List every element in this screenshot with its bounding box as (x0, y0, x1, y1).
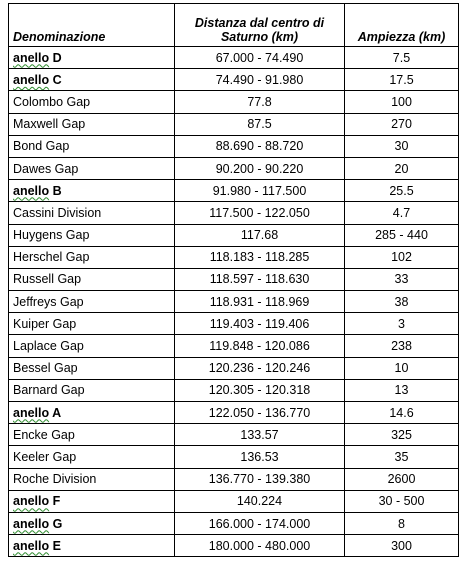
table-row (9, 402, 459, 424)
cell-width: 8 (345, 512, 459, 534)
cell-name-letter: G (49, 516, 63, 531)
table-row (9, 379, 459, 401)
cell-distance: 117.68 (175, 224, 345, 246)
cell-distance: 119.848 - 120.086 (175, 335, 345, 357)
table-row (9, 224, 459, 246)
cell-name-main: anello (13, 72, 50, 87)
cell-name-main: Encke Gap (13, 427, 75, 442)
cell-name (9, 91, 175, 113)
cell-width: 270 (345, 113, 459, 135)
cell-name (9, 379, 175, 401)
cell-width: 4.7 (345, 202, 459, 224)
cell-name-main: anello (13, 183, 50, 198)
cell-width: 17.5 (345, 69, 459, 91)
cell-name (9, 180, 175, 202)
table-row (9, 268, 459, 290)
cell-width: 3 (345, 313, 459, 335)
cell-distance: 180.000 - 480.000 (175, 535, 345, 557)
cell-name-letter: E (49, 538, 61, 553)
cell-name-main: Roche Division (13, 472, 97, 487)
cell-name (9, 268, 175, 290)
cell-distance: 118.183 - 118.285 (175, 246, 345, 268)
cell-distance: 140.224 (175, 490, 345, 512)
cell-name (9, 357, 175, 379)
cell-name (9, 246, 175, 268)
cell-name-main: Dawes Gap (13, 161, 79, 176)
cell-name (9, 424, 175, 446)
cell-distance: 136.770 - 139.380 (175, 468, 345, 490)
cell-name (9, 402, 175, 424)
cell-name-main: Herschel Gap (13, 250, 90, 265)
cell-name (9, 69, 175, 91)
cell-name-main: anello (13, 516, 50, 531)
cell-distance: 117.500 - 122.050 (175, 202, 345, 224)
cell-width: 325 (345, 424, 459, 446)
cell-name (9, 157, 175, 179)
cell-width: 30 - 500 (345, 490, 459, 512)
table-row (9, 468, 459, 490)
cell-name-main: Laplace Gap (13, 339, 84, 354)
cell-width: 100 (345, 91, 459, 113)
cell-name-main: Jeffreys Gap (13, 294, 84, 309)
table-row (9, 47, 459, 69)
cell-name-main: Huygens Gap (13, 228, 90, 243)
cell-width: 300 (345, 535, 459, 557)
cell-name-letter: B (49, 183, 62, 198)
table-row (9, 512, 459, 534)
cell-distance: 74.490 - 91.980 (175, 69, 345, 91)
cell-width: 14.6 (345, 402, 459, 424)
table-row (9, 180, 459, 202)
table-row (9, 424, 459, 446)
cell-name-main: anello (13, 538, 50, 553)
header-name: Denominazione (9, 4, 175, 47)
cell-distance: 91.980 - 117.500 (175, 180, 345, 202)
cell-name-letter: F (49, 494, 61, 509)
cell-distance: 118.931 - 118.969 (175, 291, 345, 313)
cell-name (9, 202, 175, 224)
cell-name-main: Keeler Gap (13, 449, 77, 464)
cell-name-letter: C (49, 72, 62, 87)
table-row (9, 291, 459, 313)
cell-name-main: Kuiper Gap (13, 316, 77, 331)
cell-distance: 119.403 - 119.406 (175, 313, 345, 335)
table-row (9, 446, 459, 468)
saturn-rings-table (8, 3, 459, 557)
cell-distance: 166.000 - 174.000 (175, 512, 345, 534)
cell-name (9, 313, 175, 335)
cell-name (9, 224, 175, 246)
cell-width: 2600 (345, 468, 459, 490)
cell-name-main: anello (13, 494, 50, 509)
cell-width: 35 (345, 446, 459, 468)
table-row (9, 135, 459, 157)
cell-distance: 90.200 - 90.220 (175, 157, 345, 179)
cell-width: 30 (345, 135, 459, 157)
cell-name (9, 335, 175, 357)
cell-distance: 77.8 (175, 91, 345, 113)
cell-name-main: Barnard Gap (13, 383, 85, 398)
cell-name-main: anello (13, 405, 50, 420)
table-body (9, 47, 459, 557)
cell-distance: 67.000 - 74.490 (175, 47, 345, 69)
table-row (9, 157, 459, 179)
table-row (9, 113, 459, 135)
header-distance: Distanza dal centro di Saturno (km) (175, 4, 345, 47)
cell-width: 13 (345, 379, 459, 401)
cell-name-main: Cassini Division (13, 205, 102, 220)
cell-name-main: Russell Gap (13, 272, 82, 287)
cell-name-main: Bessel Gap (13, 361, 78, 376)
cell-width: 7.5 (345, 47, 459, 69)
cell-distance: 120.236 - 120.246 (175, 357, 345, 379)
cell-name (9, 446, 175, 468)
cell-distance: 118.597 - 118.630 (175, 268, 345, 290)
table-row (9, 313, 459, 335)
cell-name (9, 113, 175, 135)
cell-name (9, 135, 175, 157)
table-row (9, 69, 459, 91)
cell-name-main: Bond Gap (13, 139, 70, 154)
cell-width: 238 (345, 335, 459, 357)
cell-width: 33 (345, 268, 459, 290)
cell-name-letter: D (49, 50, 62, 65)
cell-distance: 122.050 - 136.770 (175, 402, 345, 424)
cell-name (9, 47, 175, 69)
cell-width: 20 (345, 157, 459, 179)
table-row (9, 246, 459, 268)
table-row (9, 202, 459, 224)
cell-distance: 133.57 (175, 424, 345, 446)
cell-width: 102 (345, 246, 459, 268)
cell-distance: 88.690 - 88.720 (175, 135, 345, 157)
cell-name (9, 535, 175, 557)
table-row (9, 335, 459, 357)
cell-name-main: anello (13, 50, 50, 65)
cell-name (9, 512, 175, 534)
cell-distance: 120.305 - 120.318 (175, 379, 345, 401)
table-row (9, 91, 459, 113)
cell-width: 38 (345, 291, 459, 313)
cell-distance: 136.53 (175, 446, 345, 468)
cell-name (9, 468, 175, 490)
table-header-row (9, 4, 459, 47)
cell-name (9, 490, 175, 512)
table-row (9, 535, 459, 557)
cell-width: 10 (345, 357, 459, 379)
cell-name-letter: A (49, 405, 62, 420)
table-row (9, 357, 459, 379)
header-width: Ampiezza (km) (345, 4, 459, 47)
cell-distance: 87.5 (175, 113, 345, 135)
cell-name (9, 291, 175, 313)
table-row (9, 490, 459, 512)
cell-width: 25.5 (345, 180, 459, 202)
cell-name-main: Maxwell Gap (13, 117, 86, 132)
cell-width: 285 - 440 (345, 224, 459, 246)
cell-name-main: Colombo Gap (13, 94, 91, 109)
